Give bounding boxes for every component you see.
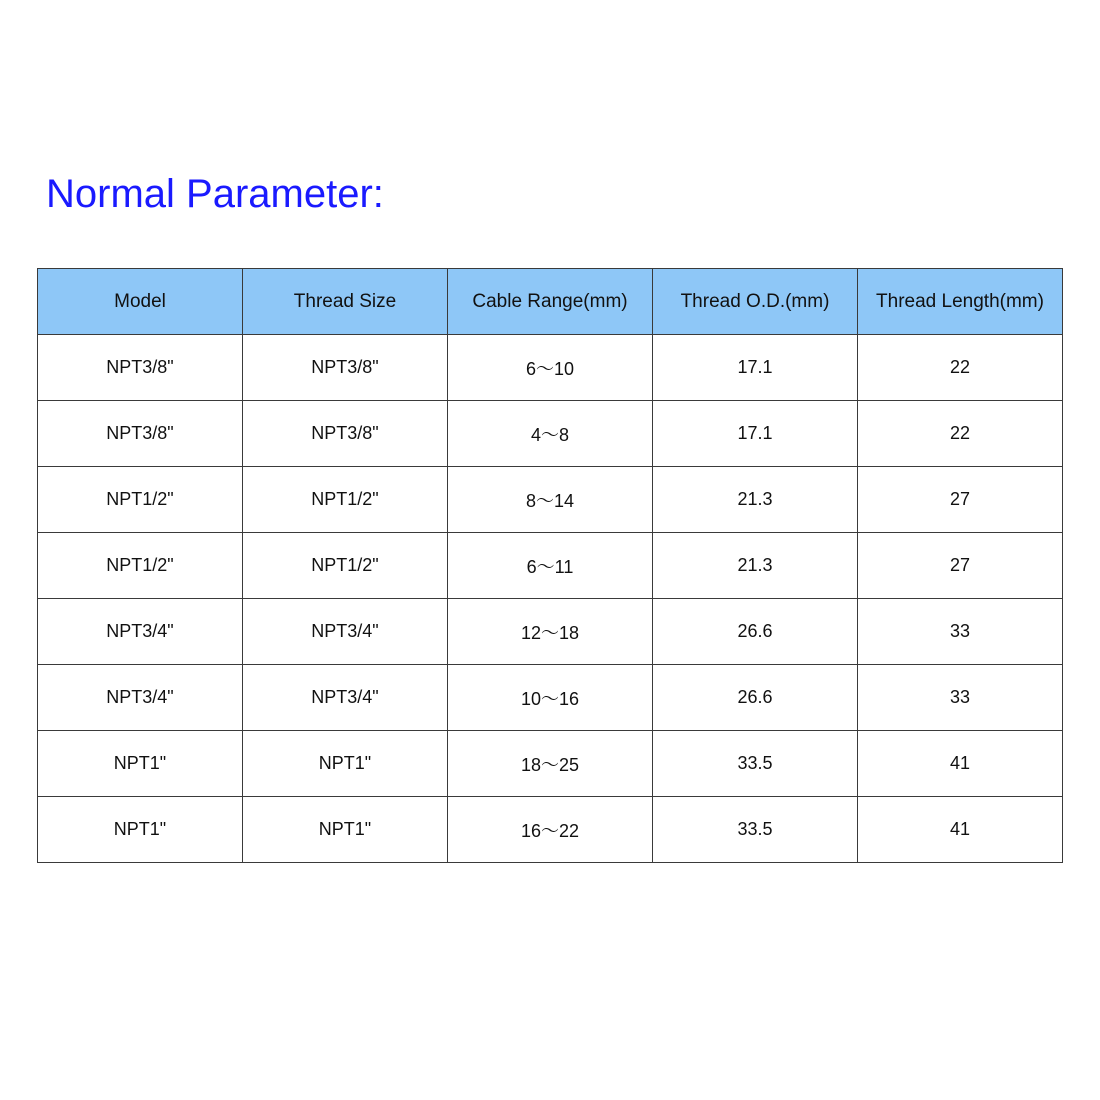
cell-thread-od: 17.1 [653,335,858,401]
cell-thread-length: 27 [858,467,1063,533]
cell-thread-size: NPT1" [243,731,448,797]
table-row [38,797,1063,863]
cell-model: NPT3/4" [38,665,243,731]
table-row [38,533,1063,599]
table-row [38,599,1063,665]
cell-thread-size: NPT3/8" [243,335,448,401]
cell-thread-length: 33 [858,665,1063,731]
cell-cable-range: 4～8 [448,401,653,467]
table-row [38,401,1063,467]
cell-model: NPT1" [38,731,243,797]
parameter-table [37,268,1063,863]
cell-cable-range: 10～16 [448,665,653,731]
cell-thread-size: NPT3/4" [243,665,448,731]
cell-thread-size: NPT1" [243,797,448,863]
cell-thread-od: 26.6 [653,599,858,665]
cell-thread-length: 22 [858,335,1063,401]
cell-thread-length: 27 [858,533,1063,599]
cell-thread-od: 17.1 [653,401,858,467]
cell-thread-od: 21.3 [653,467,858,533]
cell-thread-size: NPT1/2" [243,467,448,533]
cell-model: NPT1" [38,797,243,863]
cell-model: NPT1/2" [38,533,243,599]
cell-thread-size: NPT3/4" [243,599,448,665]
cell-cable-range: 6～10 [448,335,653,401]
table-header [38,269,1063,335]
header-model: Model [38,269,243,335]
table-row [38,665,1063,731]
table-row [38,467,1063,533]
cell-cable-range: 12～18 [448,599,653,665]
cell-thread-od: 21.3 [653,533,858,599]
header-thread-od: Thread O.D.(mm) [653,269,858,335]
cell-thread-size: NPT1/2" [243,533,448,599]
cell-model: NPT3/8" [38,335,243,401]
cell-thread-od: 33.5 [653,731,858,797]
cell-thread-od: 33.5 [653,797,858,863]
cell-thread-length: 33 [858,599,1063,665]
table-row [38,731,1063,797]
cell-thread-length: 22 [858,401,1063,467]
cell-cable-range: 8～14 [448,467,653,533]
header-thread-length: Thread Length(mm) [858,269,1063,335]
cell-cable-range: 18～25 [448,731,653,797]
cell-model: NPT1/2" [38,467,243,533]
cell-model: NPT3/4" [38,599,243,665]
cell-cable-range: 6～11 [448,533,653,599]
table-body [38,335,1063,863]
page-title: Normal Parameter: [46,172,384,216]
cell-thread-length: 41 [858,731,1063,797]
header-cable-range: Cable Range(mm) [448,269,653,335]
header-thread-size: Thread Size [243,269,448,335]
cell-cable-range: 16～22 [448,797,653,863]
table-row [38,335,1063,401]
cell-model: NPT3/8" [38,401,243,467]
cell-thread-od: 26.6 [653,665,858,731]
header-row [38,269,1063,335]
cell-thread-size: NPT3/8" [243,401,448,467]
cell-thread-length: 41 [858,797,1063,863]
